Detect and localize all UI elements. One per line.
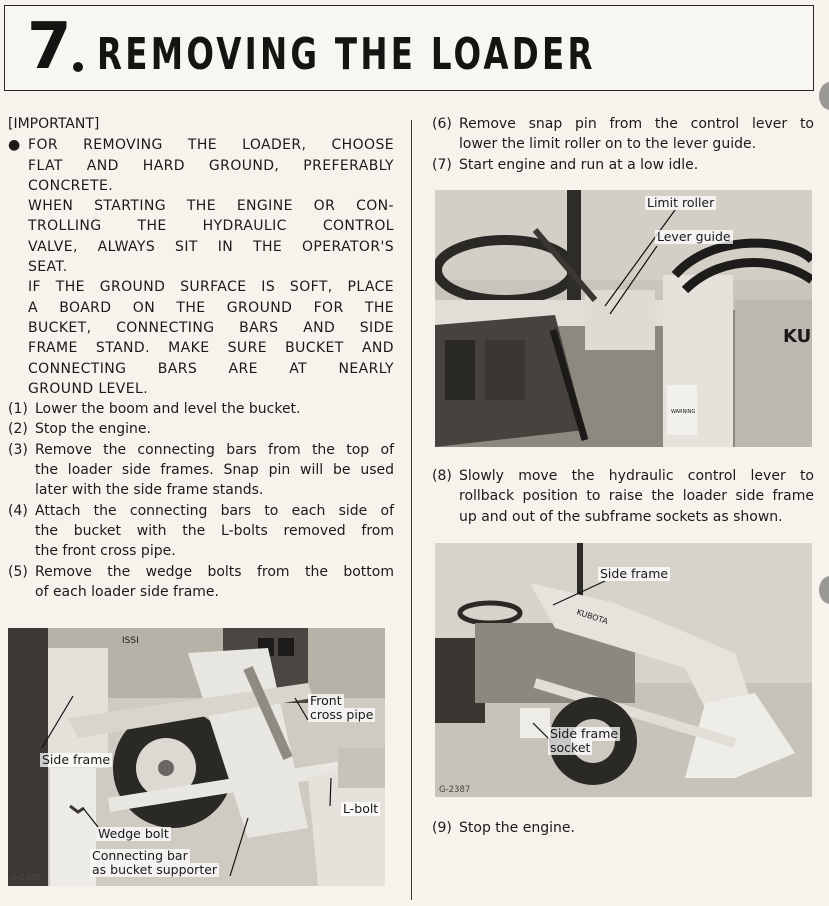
caution-line: TROLLING THE HYDRAULIC CONTROL — [28, 218, 394, 235]
step-line: Remove snap pin from the control lever to — [459, 116, 814, 132]
label-cross-pipe: cross pipe — [310, 707, 374, 722]
caution-block — [8, 135, 394, 399]
step-line: Start engine and run at a low idle. — [459, 156, 699, 173]
figure-code: G-2386 — [10, 873, 42, 883]
binder-hole-top — [819, 82, 829, 110]
photo-illustration — [435, 190, 812, 447]
step-number: (2) — [8, 421, 28, 438]
step-line: lower the limit roller on to the lever guide. — [459, 136, 757, 153]
label-side-frame-socket-2: socket — [550, 740, 591, 755]
caution-line: FRAME STAND. MAKE SURE BUCKET AND — [28, 340, 394, 357]
step-line: the front cross pipe. — [35, 543, 176, 560]
plate-text: ISSI — [122, 636, 139, 646]
step-2 — [8, 419, 394, 439]
bullet-icon: ● — [8, 137, 21, 154]
step-number: (4) — [8, 502, 28, 519]
photo-illustration — [435, 543, 812, 797]
step-number: (6) — [432, 116, 452, 132]
column-divider — [411, 120, 412, 900]
figure-loader-side-frame — [8, 628, 385, 886]
label-side-frame-socket-1: Side frame — [550, 726, 619, 741]
step-line: the loader side frames. Snap pin will be used — [35, 462, 394, 479]
step-line: Attach the connecting bars to each side of — [35, 502, 394, 519]
step-3 — [8, 440, 394, 501]
right-column — [432, 114, 814, 175]
step-5 — [8, 562, 394, 603]
section-number-dot — [73, 62, 83, 72]
caution-line: FOR REMOVING THE LOADER, CHOOSE — [28, 137, 394, 154]
step-9-block — [432, 818, 814, 838]
step-line: Stop the engine. — [459, 820, 575, 836]
step-number: (5) — [8, 563, 28, 580]
brand-on-frame: KUBOTA — [575, 607, 609, 627]
label-limit-roller: Limit roller — [647, 195, 715, 210]
label-connecting-bar: Connecting bar — [92, 848, 188, 863]
step-line: of each loader side frame. — [35, 583, 219, 600]
figure-control-lever — [435, 190, 812, 447]
step-number: (8) — [432, 468, 452, 484]
section-title-box — [4, 5, 814, 91]
label-side-frame: Side frame — [42, 752, 111, 767]
brand-fragment: KU — [783, 326, 812, 347]
caution-line: CONCRETE. — [28, 177, 114, 194]
step-8 — [432, 466, 814, 527]
step-line: Lower the boom and level the bucket. — [35, 401, 301, 418]
binder-hole-middle — [819, 576, 829, 604]
step-4 — [8, 501, 394, 562]
section-title: REMOVING THE LOADER — [97, 29, 596, 80]
step-line: rollback position to raise the loader side frame — [459, 488, 814, 505]
caution-line: A BOARD ON THE GROUND FOR THE — [28, 299, 394, 316]
step-8-block — [432, 466, 814, 527]
section-number: 7 — [27, 10, 70, 84]
step-line: the bucket with the L-bolts removed from — [35, 522, 394, 539]
step-line: Slowly move the hydraulic control lever to — [459, 468, 814, 484]
important-heading: [IMPORTANT] — [8, 116, 100, 132]
step-6 — [432, 114, 814, 155]
figure-code: G-2387 — [439, 785, 471, 795]
step-line: up and out of the subframe sockets as shown. — [459, 508, 783, 525]
caution-line: WHEN STARTING THE ENGINE OR CON- — [28, 198, 394, 215]
caution-line: GROUND LEVEL. — [28, 380, 149, 397]
figure-side-frame-raised — [435, 543, 812, 797]
label-front: Front — [310, 693, 342, 708]
step-1 — [8, 399, 394, 419]
step-number: (3) — [8, 441, 28, 458]
step-7 — [432, 155, 814, 175]
step-number: (9) — [432, 820, 452, 836]
caution-line: CONNECTING BARS ARE AT NEARLY — [28, 360, 394, 377]
step-line: Stop the engine. — [35, 421, 151, 438]
step-line: later with the side frame stands. — [35, 482, 264, 499]
step-line: Remove the wedge bolts from the bottom — [35, 563, 394, 580]
label-wedge-bolt: Wedge bolt — [98, 826, 169, 841]
step-line: Remove the connecting bars from the top of — [35, 441, 394, 458]
label-bucket-supporter: as bucket supporter — [92, 862, 218, 877]
label-lever-guide: Lever guide — [657, 229, 731, 244]
caution-line: FLAT AND HARD GROUND, PREFERABLY — [28, 157, 394, 174]
caution-line: BUCKET, CONNECTING BARS AND SIDE — [28, 319, 394, 336]
label-side-frame: Side frame — [600, 566, 669, 581]
caution-line: SEAT. — [28, 259, 68, 276]
step-number: (7) — [432, 156, 452, 173]
label-l-bolt: L-bolt — [343, 801, 379, 816]
caution-line: IF THE GROUND SURFACE IS SOFT, PLACE — [28, 279, 394, 296]
left-column — [8, 114, 394, 602]
step-number: (1) — [8, 401, 28, 418]
step-9 — [432, 818, 814, 838]
caution-line: VALVE, ALWAYS SIT IN THE OPERATOR'S — [28, 238, 394, 255]
warning-decal-text: WARNING — [671, 409, 696, 415]
